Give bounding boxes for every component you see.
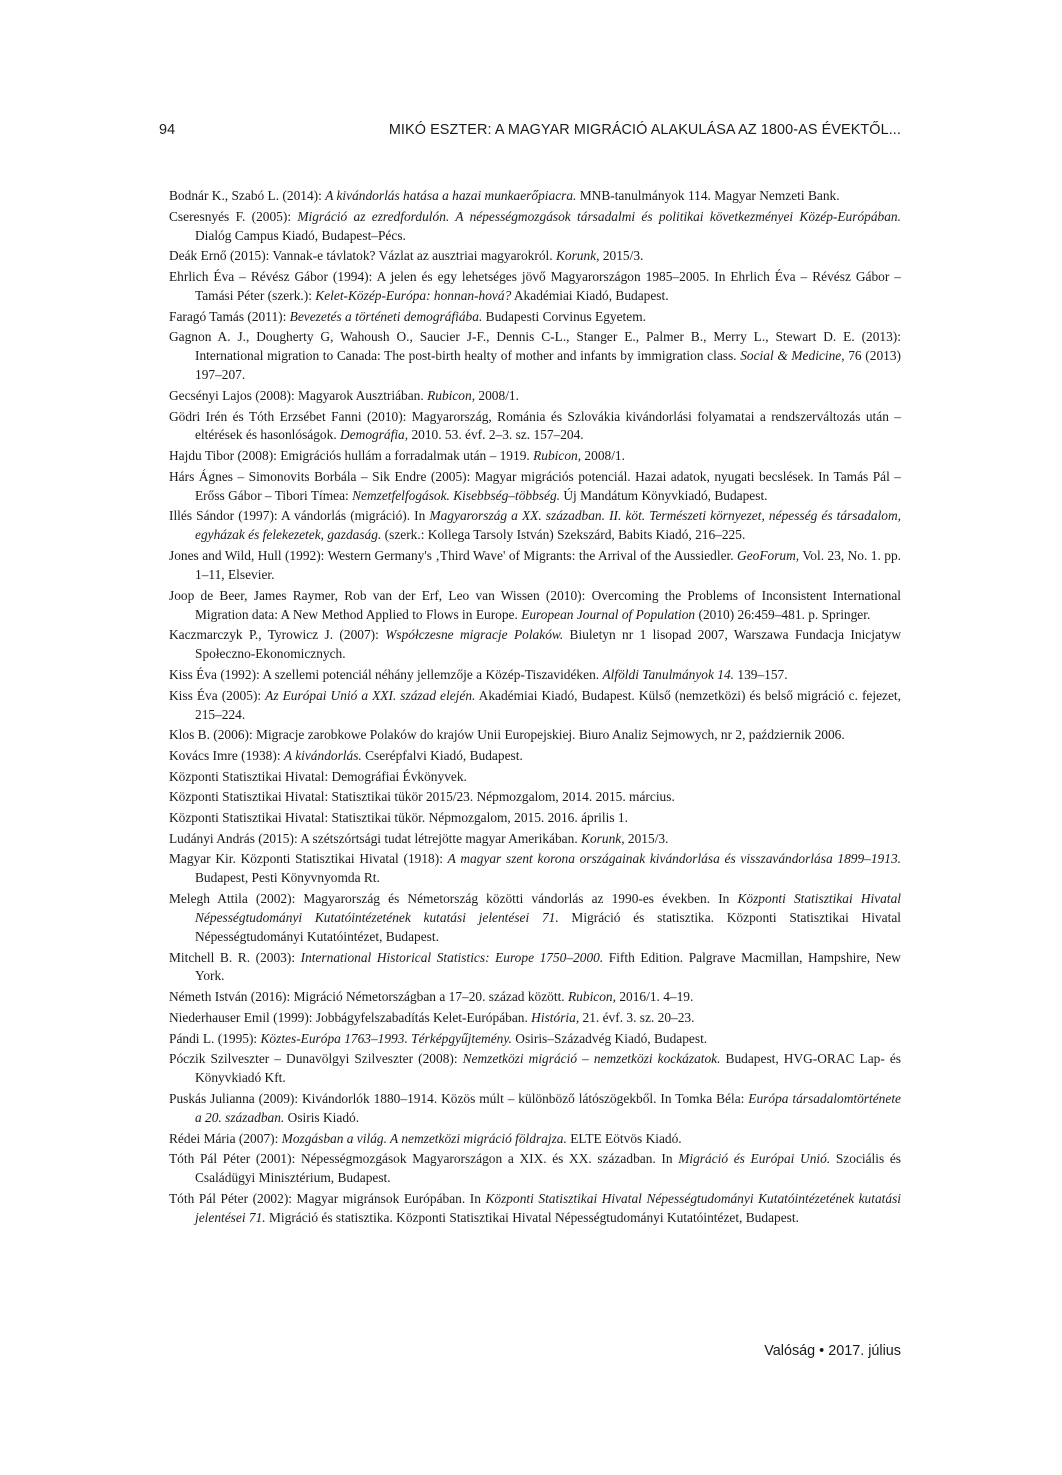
reference-item <box>169 768 901 787</box>
reference-item <box>169 1190 901 1228</box>
page-number: 94 <box>159 122 176 138</box>
reference-text: Vol. 23, No. 1. pp. 1–11, Elsevier. <box>195 548 902 582</box>
reference-text: (szerk.: Kollega Tarsoly István) Szekszárd, Babits Kiadó, 216–225. <box>381 527 746 543</box>
reference-item <box>169 850 901 888</box>
reference-title-italic: Az Európai Unió a XXI. század elején. <box>265 687 476 703</box>
reference-item <box>169 408 901 446</box>
reference-title-italic: Mozgásban a világ. A nemzetközi migráció földrajza. <box>281 1130 567 1146</box>
reference-text: Migráció és statisztika. Központi Statisztikai Hivatal Népességtudományi Kutatóintézet, Budapest. <box>265 1209 799 1225</box>
reference-item <box>169 666 901 685</box>
reference-title-italic: Alföldi Tanulmányok 14. <box>602 666 735 682</box>
reference-text: Cseresnyés F. (2005): <box>169 208 298 224</box>
reference-title-italic: GeoForum, <box>737 548 800 564</box>
reference-title-italic: História, <box>531 1009 580 1025</box>
reference-text: Akadémiai Kiadó, Budapest. <box>511 287 669 303</box>
reference-text: Mitchell B. R. (2003): <box>169 949 301 965</box>
reference-text: 21. évf. 3. sz. 20–23. <box>579 1009 695 1025</box>
reference-item <box>169 268 901 306</box>
reference-text: (2010) 26:459–481. p. Springer. <box>695 606 871 622</box>
reference-title-italic: International Historical Statistics: Europe 1750–2000. <box>300 949 604 965</box>
reference-text: Központi Statisztikai Hivatal: Statisztikai tükör. Népmozgalom, 2015. 2016. április 1. <box>169 810 628 826</box>
reference-text: Gödri Irén és Tóth Erzsébet Fanni (2010): Magyarország, Románia és Szlovákia kivándorlási folyamatai a rendszerváltozás után – eltérések és hasonlóságok. <box>169 408 901 443</box>
reference-item <box>169 1090 901 1128</box>
reference-text: 2010. 53. évf. 2–3. sz. 157–204. <box>408 427 584 443</box>
reference-text: Faragó Tamás (2011): <box>169 308 290 324</box>
reference-title-italic: Központi Statisztikai Hivatal Népességtudományi Kutatóintézetének kutatási jelentései 71. <box>195 891 901 925</box>
reference-title-italic: Migráció az ezredfordulón. A népességmozgások társadalmi és politikai következményei Közép-Európában. <box>297 208 901 224</box>
reference-text: 2015/3. <box>624 830 669 846</box>
reference-text: Kovács Imre (1938): <box>169 747 284 763</box>
reference-text: Tóth Pál Péter (2002): Magyar migránsok Európában. In <box>169 1190 486 1206</box>
reference-item <box>169 1130 901 1149</box>
reference-item <box>169 726 901 745</box>
reference-title-italic: Korunk, <box>555 248 600 264</box>
reference-text: 2008/1. <box>581 448 625 464</box>
reference-text: Ehrlich Éva – Révész Gábor (1994): A jelen és egy lehetséges jövő Magyarországon 1985–2005. In Ehrlich Éva – Révész Gábor – Tamási Péter (szerk.): <box>169 269 901 303</box>
reference-item <box>169 626 901 664</box>
reference-text: 2015/3. <box>599 248 644 264</box>
reference-text: Magyar Kir. Központi Statisztikai Hivatal (1918): <box>169 851 448 867</box>
reference-title-italic: Nemzetfelfogások. Kisebbség–többség. <box>352 487 560 503</box>
reference-item <box>169 809 901 828</box>
reference-text: Dialóg Campus Kiadó, Budapest–Pécs. <box>195 227 406 243</box>
reference-list <box>169 187 901 1229</box>
reference-item <box>169 890 901 947</box>
reference-item <box>169 507 901 545</box>
reference-item <box>169 468 901 506</box>
reference-text: Kiss Éva (1992): A szellemi potenciál néhány jellemzője a Közép-Tiszavidéken. <box>169 666 603 682</box>
reference-text: Puskás Julianna (2009): Kivándorlók 1880–1914. Közös múlt – különböző látószögekből. In Tomka Béla: <box>169 1090 749 1106</box>
reference-title-italic: Köztes-Európa 1763–1993. Térképgyűjtemény. <box>260 1030 512 1046</box>
reference-text: Budapesti Corvinus Egyetem. <box>482 308 646 324</box>
reference-item <box>169 308 901 327</box>
reference-item <box>169 187 901 206</box>
reference-text: Kaczmarczyk P., Tyrowicz J. (2007): <box>169 627 386 643</box>
reference-text: Rédei Mária (2007): <box>169 1130 282 1146</box>
reference-text: Klos B. (2006): Migracje zarobkowe Polaków do krajów Unii Europejskiej. Biuro Analiz Sejmowych, nr 2, październik 2006. <box>169 727 845 743</box>
reference-title-italic: Demográfia, <box>340 427 409 443</box>
reference-title-italic: Európa társadalomtörténete a 20. században. <box>195 1090 901 1125</box>
reference-text: Hajdu Tibor (2008): Emigrációs hullám a forradalmak után – 1919. <box>169 448 534 464</box>
reference-title-italic: A kivándorlás hatása a hazai munkaerőpiacra. <box>325 188 577 203</box>
reference-item <box>169 247 901 266</box>
reference-text: Cserépfalvi Kiadó, Budapest. <box>361 747 523 763</box>
reference-text: Új Mandátum Könyvkiadó, Budapest. <box>560 487 768 503</box>
reference-item <box>169 1050 901 1088</box>
reference-item <box>169 1030 901 1049</box>
reference-text: Migráció és statisztika. Központi Statisztikai Hivatal Népességtudományi Kutatóintézet, Budapest. <box>195 909 901 944</box>
reference-title-italic: Nemzetközi migráció – nemzetközi kockázatok. <box>462 1051 721 1067</box>
reference-text: Póczik Szilveszter – Dunavölgyi Szilveszter (2008): <box>169 1051 463 1067</box>
reference-item <box>169 1009 901 1028</box>
reference-item <box>169 788 901 807</box>
reference-title-italic: Rubicon, <box>533 448 582 464</box>
reference-text: MNB-tanulmányok 114. Magyar Nemzeti Bank. <box>576 188 840 203</box>
reference-title-italic: Współczesne migracje Polaków. <box>385 627 564 643</box>
reference-text: Fifth Edition. Palgrave Macmillan, Hampshire, New York. <box>195 949 901 984</box>
reference-item <box>169 547 901 585</box>
reference-title-italic: A kivándorlás. <box>283 747 362 763</box>
reference-text: Niederhauser Emil (1999): Jobbágyfelszabadítás Kelet-Európában. <box>169 1009 532 1025</box>
reference-item <box>169 830 901 849</box>
reference-text: Budapest, Pesti Könyvnyomda Rt. <box>195 870 380 886</box>
reference-item <box>169 1150 901 1188</box>
reference-title-italic: Migráció és Európai Unió. <box>678 1151 831 1167</box>
running-title: MIKÓ ESZTER: A MAGYAR MIGRÁCIÓ ALAKULÁSA AZ 1800-AS ÉVEKTŐL... <box>388 122 901 138</box>
reference-text: Központi Statisztikai Hivatal: Statisztikai tükör 2015/23. Népmozgalom, 2014. 2015. március. <box>169 789 675 805</box>
reference-text: Jones and Wild, Hull (1992): Western Germany's ‚Third Wave' of Migrants: the Arrival of the Aussiedler. <box>169 548 738 564</box>
reference-text: Pándi L. (1995): <box>169 1030 261 1046</box>
reference-text: Szociális és Családügyi Minisztérium, Budapest. <box>195 1151 902 1186</box>
reference-text: Ludányi András (2015): A szétszórtsági tudat létrejötte magyar Amerikában. <box>169 830 582 846</box>
reference-title-italic: Kelet-Közép-Európa: honnan-hová? <box>315 287 512 303</box>
reference-title-italic: Rubicon, <box>568 989 616 1005</box>
reference-title-italic: Social & Medicine, <box>740 348 845 364</box>
reference-item <box>169 988 901 1007</box>
reference-text: Deák Ernő (2015): Vannak-e távlatok? Vázlat az ausztriai magyarokról. <box>169 248 556 264</box>
reference-item <box>169 387 901 406</box>
reference-title-italic: Bevezetés a történeti demográfiába. <box>289 308 483 324</box>
reference-text: ELTE Eötvös Kiadó. <box>566 1130 682 1146</box>
reference-text: Melegh Attila (2002): Magyarország és Németország közötti vándorlás az 1990-es években. In <box>169 891 738 907</box>
reference-title-italic: Magyarország a XX. században. II. köt. Természeti környezet, népesség és társadalom, egyházak és felekezetek, gazdaság. <box>195 508 901 543</box>
reference-title-italic: Korunk, <box>581 830 625 846</box>
reference-text: Akadémiai Kiadó, Budapest. Külső (nemzetközi) és belső migráció c. fejezet, 215–224. <box>195 687 901 722</box>
reference-text: Gecsényi Lajos (2008): Magyarok Ausztriában. <box>169 387 428 403</box>
reference-item <box>169 687 901 725</box>
reference-item <box>169 949 901 987</box>
reference-title-italic: European Journal of Population <box>521 606 696 622</box>
reference-text: Illés Sándor (1997): A vándorlás (migráció). In <box>169 508 430 524</box>
reference-text: Kiss Éva (2005): <box>169 687 266 703</box>
reference-text: Joop de Beer, James Raymer, Rob van der Erf, Leo van Wissen (2010): Overcoming the Problems of Inconsistent International Migration data: A New Method Applied to Flows in Europe. <box>169 587 901 622</box>
reference-text: Biuletyn nr 1 lisopad 2007, Warszawa Fundacja Inicjatyw Społeczno-Ekonomicznych. <box>195 627 901 662</box>
reference-text: Hárs Ágnes – Simonovits Borbála – Sik Endre (2005): Magyar migrációs potenciál. Hazai adatok, nyugati becslések. In Tamás Pál – Erőss Gábor – Tibori Tímea: <box>169 468 901 503</box>
reference-text: Tóth Pál Péter (2001): Népességmozgások Magyarországon a XIX. és XX. században. In <box>169 1151 679 1167</box>
reference-title-italic: Rubicon, <box>427 387 476 403</box>
reference-text: Osiris Kiadó. <box>284 1109 360 1125</box>
reference-text: Központi Statisztikai Hivatal: Demográfiai Évkönyvek. <box>169 768 467 784</box>
reference-text: Bodnár K., Szabó L. (2014): <box>169 188 326 203</box>
reference-text: Osiris–Századvég Kiadó, Budapest. <box>511 1030 708 1046</box>
footer-journal: Valóság • 2017. július <box>764 1343 901 1359</box>
reference-text: 139–157. <box>734 666 788 682</box>
reference-text: 76 (2013) 197–207. <box>195 348 901 383</box>
reference-item <box>169 447 901 466</box>
reference-item <box>169 747 901 766</box>
reference-text: 2008/1. <box>475 387 519 403</box>
reference-item <box>169 587 901 625</box>
reference-title-italic: Központi Statisztikai Hivatal Népességtudományi Kutatóintézetének kutatási jelentései 71. <box>195 1190 901 1225</box>
reference-text: Gagnon A. J., Dougherty G, Wahoush O., Saucier J-F., Dennis C-L., Stanger E., Palmer B., Merry L., Stewart D. E. (2013): International migration to Canada: The post-birth healty of mother and infants by immigration class. <box>169 329 901 364</box>
reference-text: Németh István (2016): Migráció Németországban a 17–20. század között. <box>169 989 568 1005</box>
reference-text: 2016/1. 4–19. <box>615 989 694 1005</box>
reference-text: Budapest, HVG-ORAC Lap- és Könyvkiadó Kft. <box>195 1051 901 1086</box>
reference-title-italic: A magyar szent korona országainak kivándorlása és visszavándorlása 1899–1913. <box>447 851 901 867</box>
reference-item <box>169 328 901 385</box>
reference-item <box>169 208 901 246</box>
